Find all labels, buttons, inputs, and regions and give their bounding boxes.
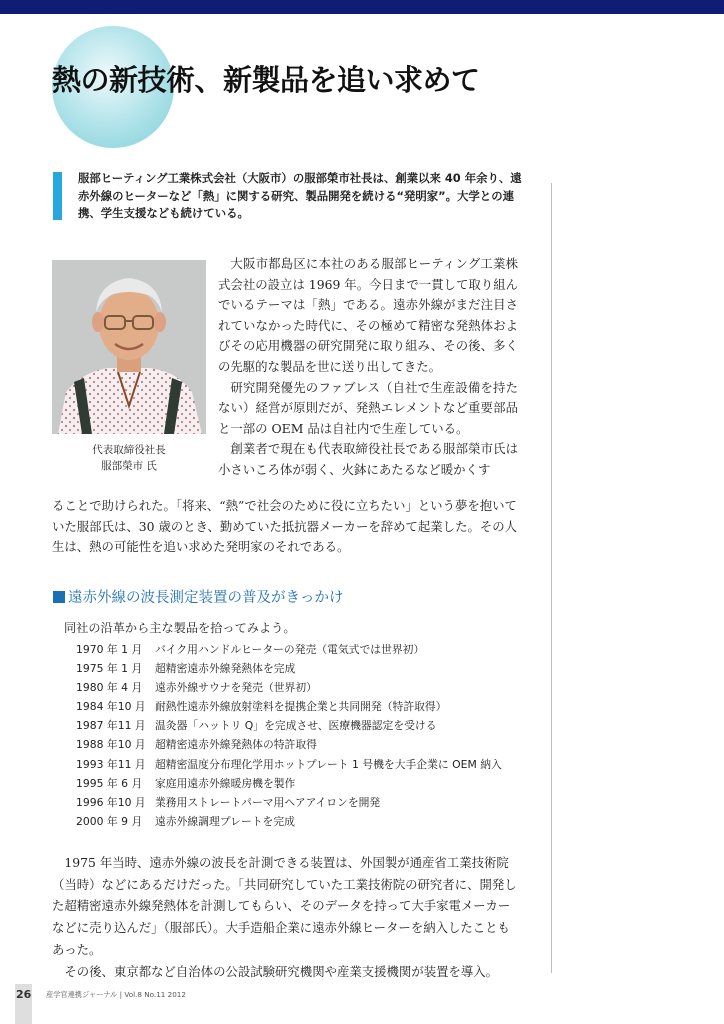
history-event: 超精密温度分布理化学用ホットプレート 1 号機を大手企業に OEM 納入 [155,757,502,771]
history-event: 超精密遠赤外線発熱体の特許取得 [155,738,317,752]
lead-accent-bar [53,172,62,220]
paragraph: 1975 年当時、遠赤外線の波長を計測できる装置は、外国製が通産省工業技術院（当時）などにあるだけだった。「共同研究していた工業技術院の研究者に、開発した超精密遠赤外線発熱体を計測してもらい、そのデータを持って大手家電メーカーなどに売り込んだ」（服部氏）。大手造船企業に遠赤外線ヒーターを納入したこともあった。 [52,855,517,957]
history-event: バイク用ハンドルヒーターの発売（電気式では世界初） [155,643,425,656]
section-body-text [52,852,522,982]
column-divider [551,183,552,973]
history-date: 1970 年 1 月 [76,643,143,656]
history-intro: 同社の沿革から主な製品を拾ってみよう。 [64,621,296,635]
history-item [76,793,536,812]
paragraph: その後、東京都など自治体の公設試験研究機関や産業支援機関が装置を導入。 [64,963,499,979]
history-item [76,640,536,659]
history-date: 1996 年10 月 [76,795,146,809]
footer-journal-info [46,990,186,1000]
history-date: 1988 年10 月 [76,738,146,752]
history-event: 遠赤外線サウナを発売（世界初） [155,681,317,695]
top-accent-bar [0,0,724,14]
heading-square-marker [53,591,65,603]
paragraph: 研究開発優先のファブレス（自社で生産設備を持たない）経営が原則だが、発熱エレメントなど重要部品と一部の OEM 品は自社内で生産している。 [218,379,518,436]
footer-separator: | [119,990,125,999]
journal-name: 産学官連携ジャーナル [46,990,118,999]
history-item [76,755,536,774]
history-item [76,812,536,831]
paragraph-continuation: ることで助けられた。「将来、“熱”で社会のために役に立ちたい」という夢を抱いていた服部氏は、30 歳のとき、勤めていた抵抗器メーカーを辞めて起業した。その人生は、熱の可能性を追い求めた発明家のそれである。 [52,498,518,555]
lead-summary: 服部ヒーティング工業株式会社（大阪市）の服部榮市社長は、創業以来 40 年余り、遠赤外線のヒーターなど「熱」に関する研究、製品開発を続ける“発明家”。大学との連携、学生支援なども続けている。 [78,171,522,220]
article-title: 熱の新技術、新製品を追い求めて [52,63,480,97]
history-item [76,735,536,754]
history-item [76,716,536,735]
history-date: 1993 年11 月 [76,757,146,771]
history-event: 遠赤外線調理プレートを完成 [155,814,295,828]
history-date: 1980 年 4 月 [76,681,143,695]
article-wide-text [52,496,522,558]
history-event: 耐熱性遠赤外線放射塗料を提携企業と共同開発（特許取得） [155,700,447,714]
history-event: 家庭用遠赤外線暖房機を製作 [155,776,296,790]
history-date: 1995 年 6 月 [76,776,143,790]
history-date: 1975 年 1 月 [76,662,143,676]
history-date: 1984 年10 月 [76,700,146,714]
history-event: 業務用ストレートパーマ用ヘアアイロンを開発 [155,795,381,809]
history-item [76,659,536,678]
history-event: 超精密遠赤外線発熱体を完成 [155,662,296,676]
history-item [76,697,536,716]
portrait-photo [52,260,206,434]
caption-title: 代表取締役社長 [92,444,166,456]
section-heading-text: 遠赤外線の波長測定装置の普及がきっかけ [68,590,344,606]
caption-name: 服部榮市 氏 [101,460,157,472]
page-number: 26 [16,988,32,1001]
history-date: 1987 年11 月 [76,719,146,733]
history-item [76,678,536,697]
portrait-illustration [52,260,206,434]
article-column-text [218,254,518,481]
section-heading [53,586,344,607]
photo-caption [52,442,206,474]
paragraph: 大阪市都島区に本社のある服部ヒーティング工業株式会社の設立は 1969 年。今日まで一貫して取り組んでいるテーマは「熱」である。遠赤外線がまだ注目されていなかった時代に、その極めて精密な発熱体およびその応用機器の研究開発に取り組み、その後、多くの先駆的な製品を世に送り出してきた。 [218,256,518,374]
history-item [76,774,536,793]
journal-volume: Vol.8 No.11 2012 [124,990,186,999]
history-event: 温灸器「ハットリ Q」を完成させ、医療機器認定を受ける [155,719,437,733]
paragraph: 創業者で現在も代表取締役社長である服部榮市氏は小さいころ体が弱く、火鉢にあたるなど暖かくす [218,441,518,477]
history-date: 2000 年 9 月 [76,814,143,828]
company-history-list [76,640,536,831]
